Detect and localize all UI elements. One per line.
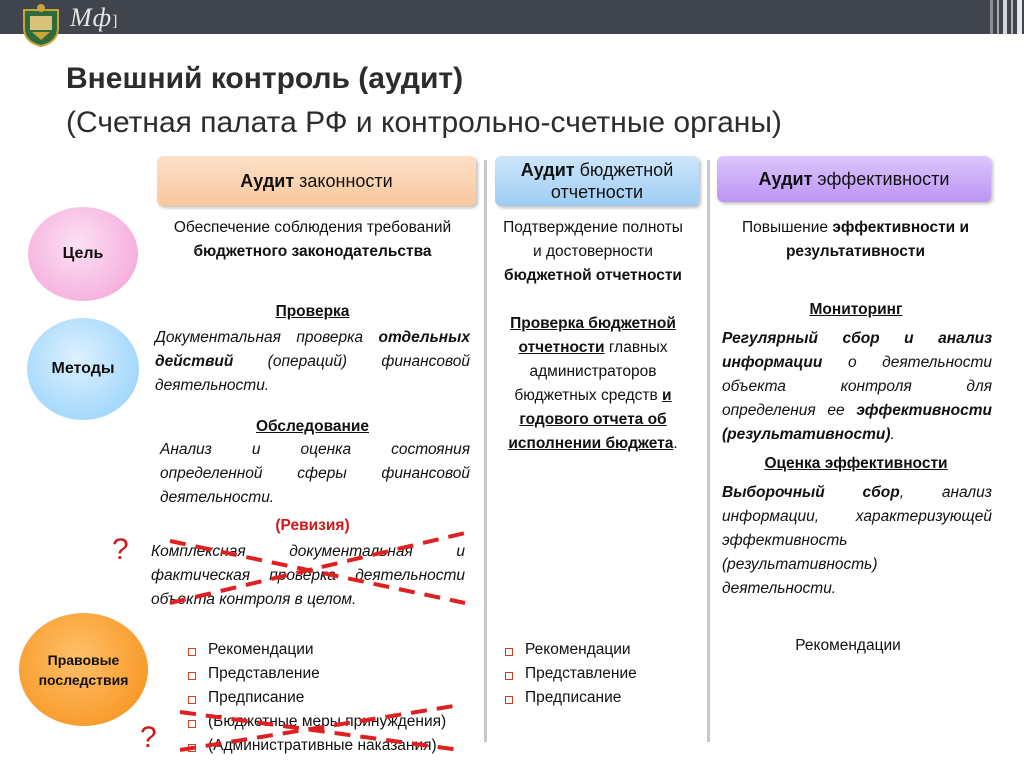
method-survey-description: Анализ и оценка состояния определенной сферы финансовой деятельности. (160, 441, 470, 506)
goal-budget-reporting: Подтверждение полноты и достоверности бюджетной отчетности (503, 219, 683, 284)
list-item: Рекомендации (501, 638, 701, 662)
column-header-budget-reporting-audit: Аудит бюджетной отчетности (495, 156, 699, 206)
method-revision-title: (Ревизия) (275, 517, 350, 534)
row-label-methods: Методы (27, 318, 139, 420)
list-item: Предписание (501, 686, 701, 710)
method-check-description: Документальная проверка отдельных действий (операций) финансовой деятельности. (155, 329, 470, 394)
page-subtitle: (Счетная палата РФ и контрольно-счетные органы) (66, 106, 782, 139)
method-monitoring-title: Мониторинг (809, 301, 903, 318)
method-monitoring-description: Регулярный сбор и анализ информации о деятельности объекта контроля для определения ее эффективности (результативности). (722, 330, 992, 443)
method-efficiency-evaluation-description: Выборочный сбор, анализ информации, характеризующей эффективность (результативность) деятельности. (722, 484, 992, 597)
method-revision-description: Комплексная документальная и фактическая проверка деятельности объекта контроля в целом. (151, 543, 465, 608)
logo-text: Мф] (70, 3, 119, 32)
consequences-list-legality (184, 638, 474, 758)
column-divider (484, 160, 487, 742)
method-budget-reporting-check: Проверка бюджетной отчетности главных администраторов бюджетных средств и годового отчета об исполнении бюджета. (508, 315, 678, 452)
column-header-efficiency-audit: Аудит эффективности (717, 156, 991, 202)
list-item: Представление (184, 662, 474, 686)
method-survey-title: Обследование (255, 418, 370, 435)
question-mark-icon: ? (112, 533, 129, 566)
consequences-efficiency: Рекомендации (795, 637, 901, 654)
column-divider (707, 160, 710, 742)
list-item: Представление (501, 662, 701, 686)
goal-legality: Обеспечение соблюдения требований бюджетного законодательства (173, 219, 452, 260)
emblem-icon (18, 2, 64, 48)
decorative-stripes (984, 0, 1024, 34)
top-bar (0, 0, 1024, 34)
question-mark-icon: ? (140, 721, 157, 754)
list-item: (Административные наказания) (184, 734, 474, 758)
list-item: Рекомендации (184, 638, 474, 662)
page-title: Внешний контроль (аудит) (66, 62, 464, 95)
column-header-legality-audit: Аудит законности (157, 156, 476, 206)
consequences-list-budget-reporting (501, 638, 701, 710)
list-item: Предписание (184, 686, 474, 710)
method-efficiency-evaluation-title: Оценка эффективности (764, 455, 948, 472)
row-label-goal: Цель (28, 207, 138, 301)
list-item: (Бюджетные меры принуждения) (184, 710, 474, 734)
goal-efficiency: Повышение эффективности и результативности (741, 219, 970, 260)
method-check-title: Проверка (275, 303, 350, 320)
row-label-consequences: Правовые последствия (19, 613, 148, 726)
